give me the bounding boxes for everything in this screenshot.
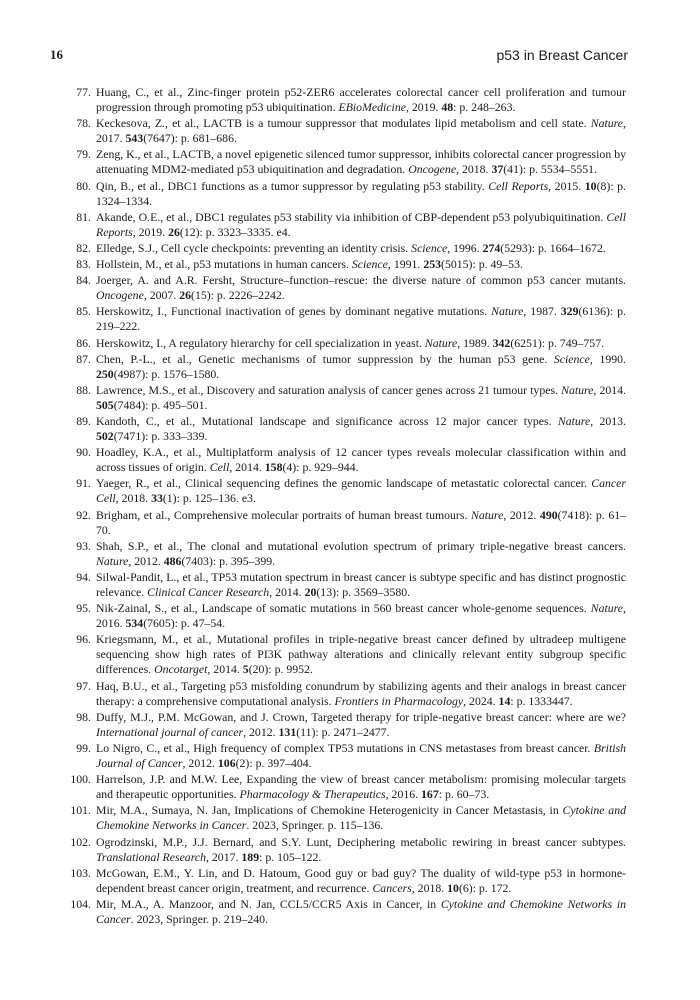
- reference-pages: (5293): p. 1664–1672.: [500, 240, 606, 255]
- reference-item: [64, 241, 626, 256]
- reference-text: Silwal-Pandit, L., et al., TP53 mutation spectrum in breast cancer is subtype specific and has distinct prognostic relevance.: [96, 569, 626, 599]
- reference-item: [64, 352, 626, 382]
- reference-number: 91.: [76, 476, 91, 491]
- reference-journal: Cytokine and Chemokine Networks in Cancer: [96, 803, 626, 833]
- reference-pages: (13): p. 3569–3580.: [316, 585, 411, 599]
- reference-journal: Cancers: [372, 880, 412, 895]
- reference-pages: (7647): p. 681–686.: [143, 131, 237, 146]
- reference-journal: Science: [553, 351, 590, 366]
- reference-pages: (7605): p. 47–54.: [143, 616, 226, 631]
- reference-text: Keckesova, Z., et al., LACTB is a tumour suppressor that modulates lipid metabolism and cell state.: [96, 116, 591, 131]
- reference-text: Mir, M.A., Sumaya, N. Jan, Implications of Chemokine Heterogenicity in Cancer Metastasis, in: [96, 803, 563, 818]
- reference-volume: 26: [179, 288, 192, 303]
- reference-number: 94.: [76, 569, 91, 584]
- reference-number: 89.: [76, 413, 91, 428]
- reference-year: , 2012.: [128, 553, 164, 568]
- reference-number: 84.: [76, 273, 91, 288]
- reference-pages: (7471): p. 333–339.: [113, 429, 208, 444]
- reference-number: 86.: [76, 335, 91, 350]
- reference-volume: 167: [421, 787, 439, 802]
- reference-year: , 1991.: [387, 257, 424, 272]
- reference-volume: 26: [168, 224, 180, 239]
- reference-pages: : p. 105–122.: [259, 849, 322, 864]
- reference-journal: Pharmacology & Therapeutics: [239, 787, 386, 802]
- reference-year: , 2024.: [463, 693, 499, 708]
- reference-pages: (7418): p. 61–70.: [96, 507, 627, 537]
- reference-number: 101.: [70, 803, 91, 818]
- reference-pages: (6136): p. 219–222.: [96, 304, 626, 334]
- reference-journal: British Journal of Cancer: [96, 740, 626, 771]
- reference-item: [64, 179, 626, 209]
- reference-volume: 10: [447, 880, 459, 895]
- reference-year: , 1990.: [589, 351, 626, 366]
- reference-journal: Oncogene: [96, 288, 144, 303]
- reference-year: , 1989.: [457, 335, 493, 350]
- reference-journal: Cell Reports: [488, 178, 549, 193]
- running-head: p53 in Breast Cancer: [496, 47, 628, 63]
- reference-item: [64, 508, 626, 538]
- reference-journal: Cell: [209, 460, 230, 475]
- reference-item: [64, 835, 626, 865]
- reference-pages: (6): p. 172.: [458, 880, 512, 895]
- reference-volume: 14: [498, 693, 511, 708]
- reference-volume: 20: [304, 585, 317, 599]
- reference-year: . 2023, Springer. p. 219–240.: [130, 911, 269, 926]
- reference-text: Nik-Zainal, S., et al., Landscape of somatic mutations in 560 breast cancer whole-genome sequences.: [96, 601, 591, 616]
- reference-item: [64, 383, 626, 413]
- reference-text: Zeng, K., et al., LACTB, a novel epigenetic silenced tumor suppressor, inhibits colorectal cancer progression by attenuating MDM2-mediated p53 ubiquitination and degradation.: [96, 147, 626, 177]
- reference-journal: Nature: [96, 553, 129, 568]
- reference-item: [64, 570, 626, 600]
- reference-year: , 2014.: [269, 585, 305, 599]
- reference-journal: Science: [411, 240, 448, 255]
- reference-year: , 2019.: [132, 224, 169, 239]
- reference-pages: (8): p. 1324–1334.: [96, 178, 626, 208]
- reference-year: , 2017.: [206, 849, 242, 864]
- reference-item: [64, 897, 626, 927]
- reference-journal: Science: [351, 257, 388, 272]
- reference-volume: 274: [482, 240, 501, 255]
- reference-item: [64, 679, 626, 709]
- reference-volume: 505: [96, 397, 114, 412]
- reference-volume: 250: [96, 366, 114, 381]
- reference-pages: (12): p. 3323–3335. e4.: [179, 224, 291, 239]
- reference-journal: Nature: [491, 304, 524, 319]
- reference-volume: 253: [423, 257, 442, 272]
- reference-pages: (2): p. 397–404.: [235, 756, 312, 771]
- reference-item: [64, 445, 626, 475]
- reference-item: [64, 304, 626, 334]
- reference-number: 93.: [76, 538, 91, 553]
- reference-journal: Nature: [470, 507, 504, 522]
- reference-year: , 2019.: [405, 100, 442, 115]
- reference-journal: Nature: [424, 335, 458, 350]
- reference-year: , 2018.: [411, 880, 448, 895]
- reference-year: , 2017.: [96, 116, 626, 146]
- reference-volume: 106: [217, 756, 236, 771]
- reference-text: Kriegsmann, M., et al., Mutational profiles in triple-negative breast cancer defined by ultradeep multigene sequencing show high rates of PI3K pathway alterations and clinically relevant entity subgroup specific differences.: [96, 632, 626, 677]
- reference-year: , 2018.: [115, 491, 152, 506]
- reference-text: Elledge, S.J., Cell cycle checkpoints: preventing an identity crisis.: [96, 240, 412, 255]
- reference-journal: Nature: [590, 601, 624, 616]
- reference-item: [64, 336, 626, 351]
- reference-number: 87.: [76, 351, 91, 366]
- reference-volume: 486: [163, 553, 182, 568]
- reference-volume: 5: [242, 662, 249, 677]
- reference-volume: 131: [278, 724, 297, 739]
- reference-number: 90.: [76, 445, 91, 460]
- reference-text: Hollstein, M., et al., p53 mutations in human cancers.: [96, 257, 352, 272]
- reference-item: [64, 539, 626, 569]
- reference-pages: (15): p. 2226–2242.: [191, 288, 285, 303]
- reference-text: Haq, B.U., et al., Targeting p53 misfolding conundrum by stabilizing agents and their analogs in breast cancer therapy: a comprehensive computational analysis.: [96, 678, 626, 708]
- reference-volume: 342: [492, 335, 511, 350]
- reference-item: [64, 273, 626, 303]
- reference-pages: : p. 60–73.: [438, 787, 490, 802]
- reference-text: Joerger, A. and A.R. Fersht, Structure–function–rescue: the diverse nature of common p53 cancer mutants.: [96, 273, 626, 288]
- reference-year: , 2012.: [503, 507, 540, 522]
- reference-year: , 2012.: [243, 724, 279, 739]
- reference-item: [64, 414, 626, 444]
- reference-pages: : p. 248–263.: [453, 100, 516, 115]
- reference-item: [64, 147, 626, 177]
- reference-text: Duffy, M.J., P.M. McGowan, and J. Crown, Targeted therapy for triple-negative breast cancer: where are we?: [96, 709, 626, 724]
- reference-year: , 2014.: [229, 460, 265, 475]
- reference-journal: Clinical Cancer Research: [147, 585, 270, 599]
- reference-number: 83.: [76, 257, 91, 272]
- reference-journal: International journal of cancer: [96, 724, 244, 739]
- reference-year: , 2014.: [207, 662, 243, 677]
- reference-number: 99.: [76, 740, 91, 755]
- reference-number: 95.: [76, 601, 91, 616]
- reference-text: Brigham, et al., Comprehensive molecular portraits of human breast tumours.: [96, 507, 471, 522]
- reference-item: [64, 772, 626, 802]
- reference-text: Huang, C., et al., Zinc-finger protein p52-ZER6 accelerates colorectal cancer cell proliferation and tumour progression through promoting p53 ubiquitination.: [96, 85, 626, 115]
- reference-item: [64, 866, 626, 896]
- reference-number: 82.: [76, 240, 91, 255]
- reference-text: Chen, P.-L., et al., Genetic mechanisms of tumor suppression by the human p53 gene.: [96, 351, 554, 366]
- reference-number: 80.: [76, 178, 91, 193]
- reference-number: 97.: [76, 678, 91, 693]
- reference-year: , 2012.: [182, 756, 218, 771]
- reference-journal: Nature: [561, 382, 594, 397]
- reference-volume: 502: [96, 429, 114, 444]
- reference-year: , 1996.: [447, 240, 483, 255]
- reference-text: Yaeger, R., et al., Clinical sequencing defines the genomic landscape of metastatic colorectal cancer.: [96, 476, 592, 491]
- reference-number: 77.: [76, 85, 91, 99]
- reference-item: [64, 257, 626, 272]
- reference-volume: 189: [241, 849, 260, 864]
- reference-pages: (7403): p. 395–399.: [181, 553, 276, 568]
- reference-year: , 2013.: [590, 413, 626, 428]
- reference-item: [64, 210, 626, 240]
- reference-number: 79.: [76, 147, 91, 162]
- reference-number: 88.: [76, 382, 91, 397]
- reference-year: , 2007.: [143, 288, 180, 303]
- reference-item: [64, 116, 626, 146]
- reference-number: 92.: [76, 507, 91, 522]
- reference-item: [64, 476, 626, 506]
- reference-pages: : p. 1333447.: [510, 693, 573, 708]
- reference-text: Akande, O.E., et al., DBC1 regulates p53 stability via inhibition of CBP-dependent p53 polyubiquitination.: [96, 209, 607, 224]
- reference-text: Qin, B., et al., DBC1 functions as a tumor suppressor by regulating p53 stability.: [96, 178, 489, 193]
- reference-journal: Translational Research: [96, 849, 206, 864]
- reference-pages: (4987): p. 1576–1580.: [113, 366, 220, 381]
- reference-journal: Nature: [557, 413, 591, 428]
- reference-pages: (11): p. 2471–2477.: [296, 724, 390, 739]
- reference-number: 102.: [70, 834, 91, 849]
- reference-journal: Oncotarget: [154, 662, 208, 677]
- reference-text: Ogrodzinski, M.P., J.J. Bernard, and S.Y. Lunt, Deciphering metabolic rewiring in breast cancer subtypes.: [96, 834, 626, 849]
- reference-pages: (4): p. 929–944.: [282, 460, 359, 475]
- reference-volume: 158: [264, 460, 283, 475]
- reference-number: 96.: [76, 632, 91, 647]
- reference-item: [64, 632, 626, 677]
- reference-pages: (6251): p. 749–757.: [510, 335, 605, 350]
- reference-journal: Cytokine and Chemokine Networks in Cancer: [96, 896, 626, 926]
- reference-pages: (7484): p. 495–501.: [113, 397, 208, 412]
- reference-pages: (5015): p. 49–53.: [441, 257, 523, 272]
- reference-year: , 2016.: [96, 601, 626, 631]
- reference-journal: Oncogene: [408, 162, 457, 177]
- reference-number: 81.: [76, 209, 91, 224]
- reference-journal: Cell Reports: [96, 209, 626, 239]
- reference-journal: EBioMedicine: [338, 100, 406, 115]
- reference-pages: (20): p. 9952.: [248, 662, 313, 677]
- reference-volume: 329: [560, 304, 579, 319]
- reference-text: Herskowitz, I., A regulatory hierarchy for cell specialization in yeast.: [96, 335, 425, 350]
- reference-year: , 2015.: [548, 178, 585, 193]
- reference-volume: 534: [125, 616, 144, 631]
- reference-text: Mir, M.A., A. Manzoor, and N. Jan, CCL5/CCR5 Axis in Cancer, in: [96, 896, 441, 911]
- reference-item: [64, 803, 626, 833]
- reference-volume: 48: [441, 100, 454, 115]
- reference-pages: (1): p. 125–136. e3.: [162, 491, 256, 506]
- reference-number: 104.: [70, 896, 91, 911]
- reference-text: Kandoth, C., et al., Mutational landscape and significance across 12 major cancer types.: [96, 413, 558, 428]
- reference-pages: (41): p. 5534–5551.: [503, 162, 597, 177]
- reference-item: [64, 85, 626, 115]
- reference-number: 85.: [76, 304, 91, 319]
- reference-volume: 10: [584, 178, 597, 193]
- reference-text: Shah, S.P., et al., The clonal and mutational evolution spectrum of primary triple-negative breast cancers.: [96, 538, 626, 553]
- reference-year: , 2016.: [385, 787, 422, 802]
- reference-text: Hoadley, K.A., et al., Multiplatform analysis of 12 cancer types reveals molecular classification within and across tissues of origin.: [96, 445, 626, 475]
- page-number: 16: [50, 47, 63, 62]
- reference-number: 98.: [76, 709, 91, 724]
- reference-text: McGowan, E.M., Y. Lin, and D. Hatoum, Good guy or bad guy? The duality of wild-type p53 in hormone-dependent breast cancer origin, treatment, and recurrence.: [96, 865, 626, 895]
- reference-volume: 490: [539, 507, 558, 522]
- reference-text: Lo Nigro, C., et al., High frequency of complex TP53 mutations in CNS metastases from breast cancer.: [96, 740, 594, 755]
- reference-journal: Nature: [590, 116, 624, 131]
- reference-number: 78.: [76, 116, 91, 131]
- reference-text: Lawrence, M.S., et al., Discovery and saturation analysis of cancer genes across 21 tumour types.: [96, 382, 562, 397]
- reference-item: [64, 710, 626, 740]
- reference-journal: Cancer Cell: [96, 476, 626, 506]
- reference-journal: Frontiers in Pharmacology: [334, 693, 464, 708]
- reference-volume: 37: [491, 162, 504, 177]
- reference-list: [64, 85, 626, 928]
- reference-year: . 2023, Springer. p. 115–136.: [246, 818, 384, 833]
- reference-number: 103.: [70, 865, 91, 880]
- reference-year: , 2014.: [593, 382, 626, 397]
- reference-year: , 2018.: [456, 162, 492, 177]
- reference-volume: 33: [151, 491, 163, 506]
- page-header: [50, 47, 628, 65]
- reference-number: 100.: [70, 772, 91, 787]
- reference-year: , 1987.: [523, 304, 561, 319]
- reference-text: Harrelson, J.P. and M.W. Lee, Expanding the view of breast cancer metabolism: promising molecular targets and therapeutic opportunities.: [96, 772, 626, 802]
- reference-item: [64, 601, 626, 631]
- reference-text: Herskowitz, I., Functional inactivation of genes by dominant negative mutations.: [96, 304, 492, 319]
- reference-volume: 543: [125, 131, 144, 146]
- reference-item: [64, 741, 626, 771]
